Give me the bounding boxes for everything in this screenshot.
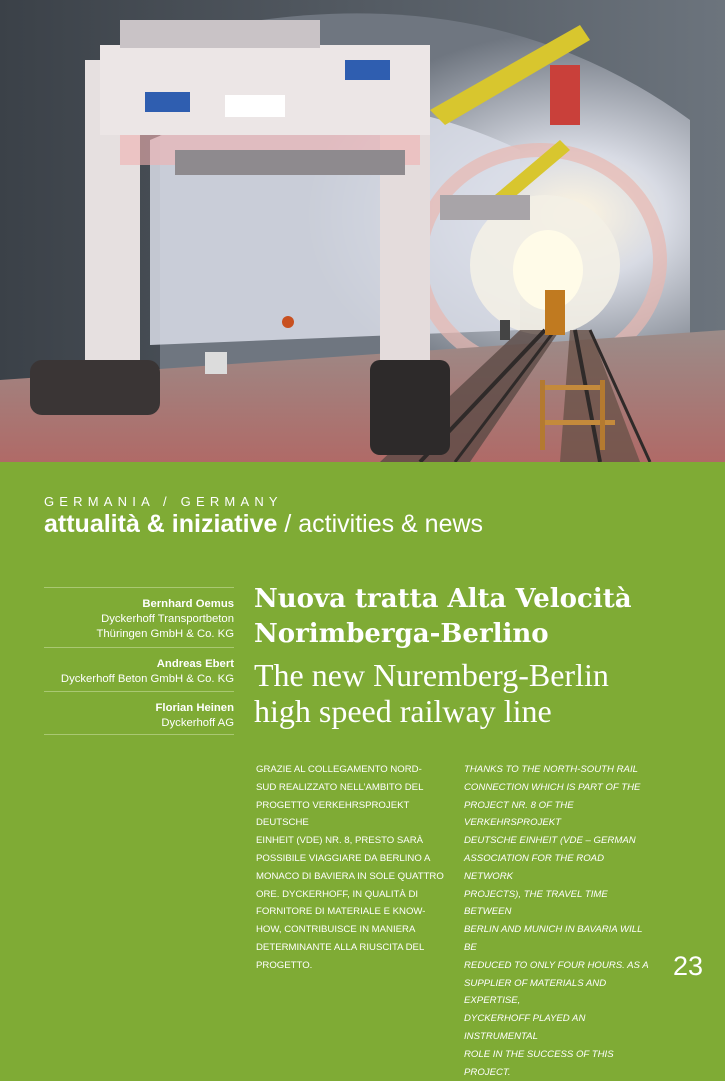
- headline-english-line: The new Nuremberg-Berlin: [254, 657, 609, 693]
- body-line: PROJECT NR. 8 OF THE VERKEHRSPROJEKT: [464, 799, 574, 829]
- body-line: PROJECTS), THE TRAVEL TIME BETWEEN: [464, 888, 608, 918]
- headline-english-line: high speed railway line: [254, 693, 552, 729]
- body-line: GRAZIE AL COLLEGAMENTO NORD-: [256, 764, 422, 775]
- body-line: DEUTSCHE EINHEIT (VDE – GERMAN: [464, 835, 636, 847]
- region-label: GERMANIA / GERMANY: [44, 494, 283, 509]
- section-title-en: activities & news: [298, 510, 484, 538]
- body-line: DETERMINANTE ALLA RIUSCITA DEL: [256, 941, 425, 953]
- body-line: PROGETTO VERKEHRSPROJEKT DEUTSCHE: [256, 799, 410, 829]
- page-number: 23: [672, 951, 703, 981]
- body-line: ASSOCIATION FOR THE ROAD NETWORK: [464, 852, 605, 882]
- author-org: Thüringen GmbH & Co. KG: [96, 628, 234, 640]
- author-item: [44, 588, 234, 648]
- body-line: ORE. DYCKERHOFF, IN QUALITÀ DI: [256, 888, 419, 900]
- author-org: Dyckerhoff Beton GmbH & Co. KG: [60, 673, 234, 685]
- body-english: [464, 761, 652, 1081]
- body-line: ROLE IN THE SUCCESS OF THIS PROJECT.: [464, 1048, 614, 1078]
- headline-italian-line: Norimberga-Berlino: [254, 619, 549, 649]
- section-title: [44, 510, 483, 539]
- body-line: MONACO DI BAVIERA IN SOLE QUATTRO: [256, 870, 444, 882]
- body-line: CONNECTION WHICH IS PART OF THE: [464, 781, 641, 793]
- author-name: Florian Heinen: [155, 702, 234, 714]
- tunnel-photo: [0, 0, 725, 462]
- author-item: [44, 648, 234, 692]
- body-line: DYCKERHOFF PLAYED AN INSTRUMENTAL: [464, 1013, 586, 1042]
- body-line: SUPPLIER OF MATERIALS AND EXPERTISE,: [464, 977, 607, 1007]
- section-title-separator: /: [277, 510, 299, 538]
- author-name: Andreas Ebert: [156, 658, 234, 670]
- headline-italian: [254, 582, 694, 652]
- body-line: POSSIBILE VIAGGIARE DA BERLINO A: [256, 852, 431, 864]
- author-list: [44, 587, 234, 735]
- headline-english: [254, 657, 694, 729]
- tunnel-illustration: [0, 0, 725, 462]
- headline-italian-line: Nuova tratta Alta Velocità: [254, 584, 632, 614]
- body-line: REDUCED TO ONLY FOUR HOURS. AS A: [464, 959, 649, 971]
- body-italian: [256, 761, 444, 975]
- author-name: Bernhard Oemus: [142, 598, 234, 610]
- section-title-it: attualità & iniziative: [44, 510, 278, 538]
- body-line: BERLIN AND MUNICH IN BAVARIA WILL BE: [464, 924, 643, 953]
- body-line: THANKS TO THE NORTH-SOUTH RAIL: [464, 764, 638, 775]
- author-org: Dyckerhoff AG: [161, 717, 234, 729]
- author-org: Dyckerhoff Transportbeton: [101, 613, 234, 625]
- body-line: FORNITORE DI MATERIALE E KNOW-: [256, 906, 426, 918]
- body-line: HOW, CONTRIBUISCE IN MANIERA: [256, 924, 416, 936]
- body-line: PROGETTO.: [256, 959, 313, 971]
- body-line: EINHEIT (VDE) NR. 8, PRESTO SARÀ: [256, 835, 424, 847]
- body-line: SUD REALIZZATO NELL’AMBITO DEL: [256, 781, 424, 793]
- author-item: [44, 692, 234, 735]
